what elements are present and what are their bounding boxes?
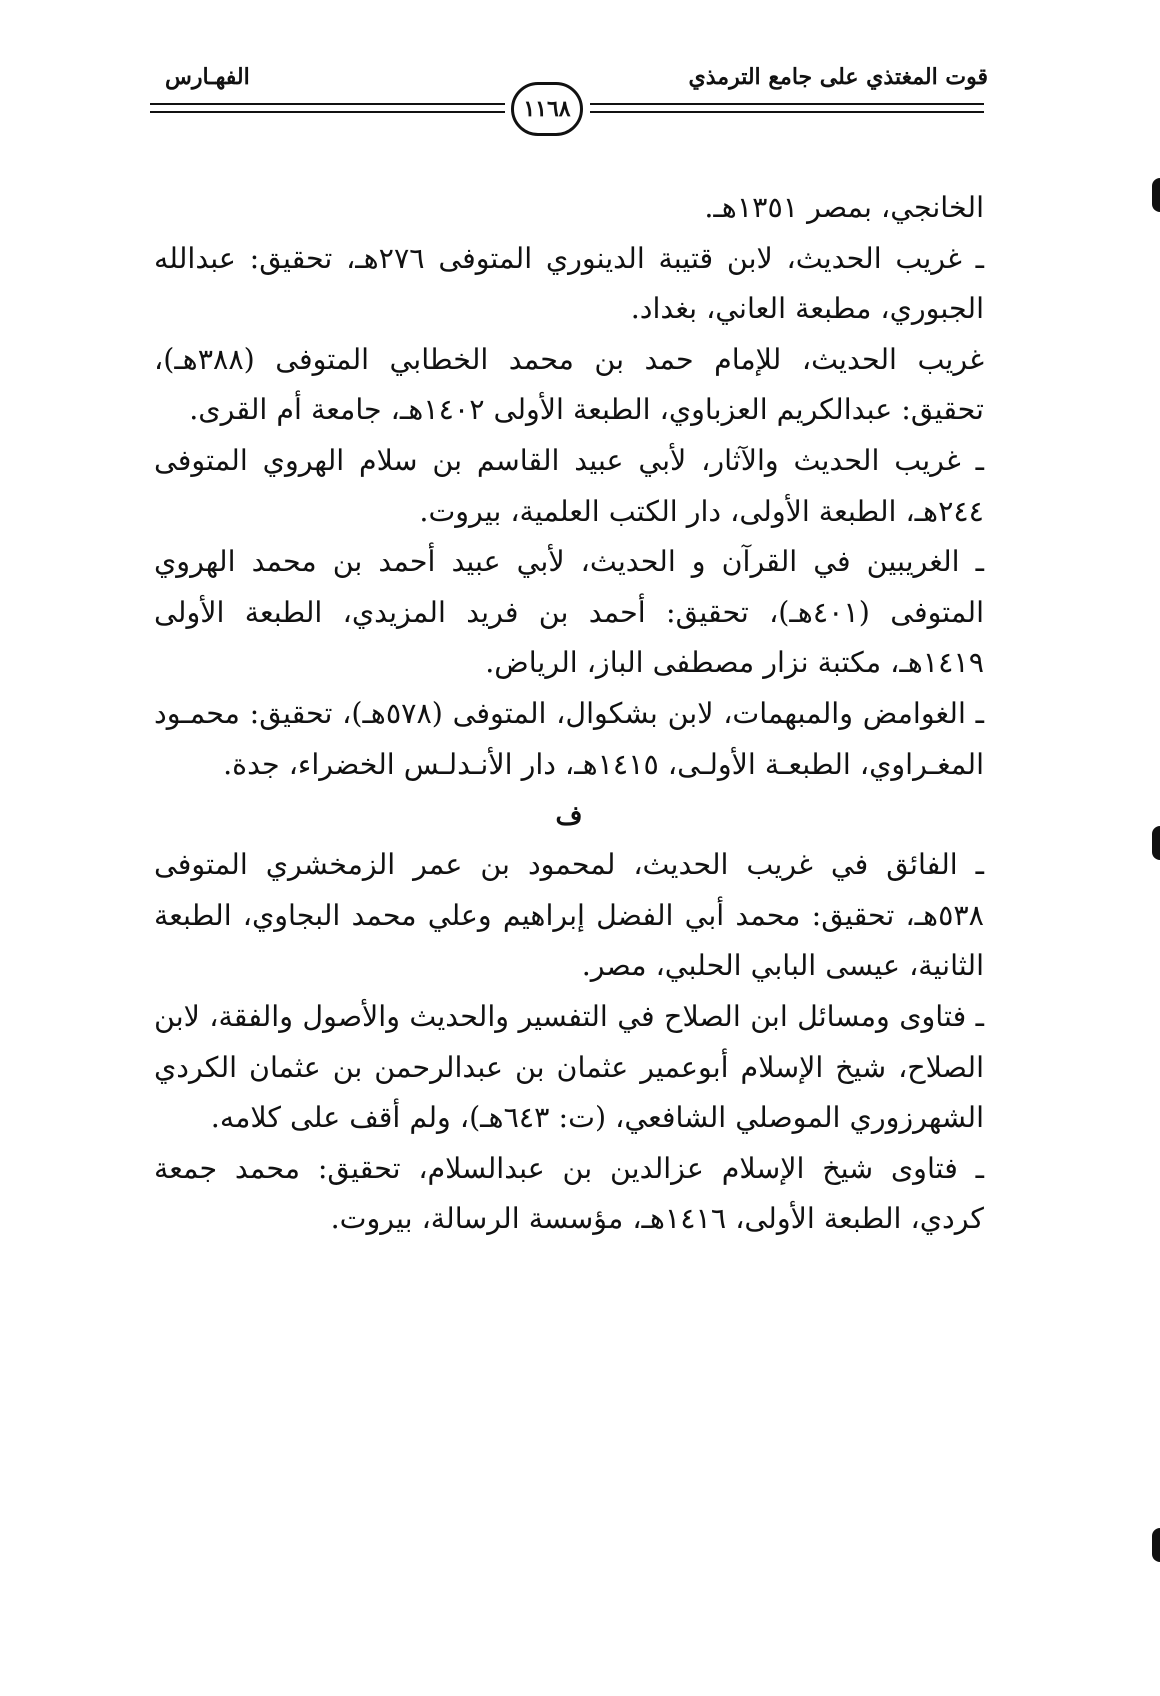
- bibliography-list: [154, 183, 984, 1245]
- letter-heading: ف: [555, 801, 583, 832]
- binding-edge-mark: [1152, 826, 1160, 860]
- bibliography-entry: ـ الغريبين في القرآن و الحديث، لأبي عبيد أحمد بن محمد الهروي المتوفى (٤٠١هـ)، تحقيق: أحمد بن فريد المزيدي، الطبعة الأولى ١٤١٩هـ، مكتبة نزار مصطفى الباز، الرياض.: [154, 545, 984, 680]
- bibliography-entry: ـ غريب الحديث، لابن قتيبة الدينوري المتوفى ٢٧٦هـ، تحقيق: عبدالله الجبوري، مطبعة العاني، بغداد.: [154, 241, 984, 326]
- page-number-badge: [511, 82, 583, 136]
- book-title: قوت المغتذي على جامع الترمذي: [688, 64, 988, 90]
- page-number: ١١٦٨: [523, 96, 571, 122]
- binding-edge-mark: [1152, 1528, 1160, 1562]
- bibliography-entry: ـ فتاوى ومسائل ابن الصلاح في التفسير والحديث والأصول والفقة، لابن الصلاح، شيخ الإسلام أبوعمير عثمان بن عبدالرحمن بن عثمان الكردي الشهرزوري الموصلي الشافعي، (ت: ٦٤٣هـ)، ولم أقف على كلامه.: [154, 999, 984, 1135]
- header-rule-left-top: [150, 103, 505, 105]
- bibliography-entry: ـ الغوامض والمبهمات، لابن بشكوال، المتوفى (٥٧٨هـ)، تحقيق: محمـود المغـراوي، الطبعـة الأولـى، ١٤١٥هـ، دار الأنـدلـس الخضراء، جدة.: [154, 696, 984, 781]
- header-rule-right-bottom: [590, 111, 984, 113]
- bibliography-entry: الخانجي، بمصر ١٣٥١هـ.: [704, 191, 984, 224]
- header-rule-left-bottom: [150, 111, 505, 113]
- header-rule-right-top: [590, 103, 984, 105]
- bibliography-entry: ـ غريب الحديث والآثار، لأبي عبيد القاسم بن سلام الهروي المتوفى ٢٤٤هـ، الطبعة الأولى، دار الكتب العلمية، بيروت.: [154, 443, 984, 528]
- section-title: الفهـارس: [165, 64, 250, 90]
- bibliography-entry: غريب الحديث، للإمام حمد بن محمد الخطابي المتوفى (٣٨٨هـ)، تحقيق: عبدالكريم العزباوي، الطبعة الأولى ١٤٠٢هـ، جامعة أم القرى.: [154, 342, 984, 427]
- bibliography-entry: ـ الفائق في غريب الحديث، لمحمود بن عمر الزمخشري المتوفى ٥٣٨هـ، تحقيق: محمد أبي الفضل إبراهيم وعلي محمد البجاوي، الطبعة الثانية، عيسى البابي الحلبي، مصر.: [154, 848, 984, 983]
- binding-edge-mark: [1152, 178, 1160, 212]
- bibliography-entry: ـ فتاوى شيخ الإسلام عزالدين بن عبدالسلام، تحقيق: محمد جمعة كردي، الطبعة الأولى، ١٤١٦هـ، مؤسسة الرسالة، بيروت.: [154, 1151, 984, 1236]
